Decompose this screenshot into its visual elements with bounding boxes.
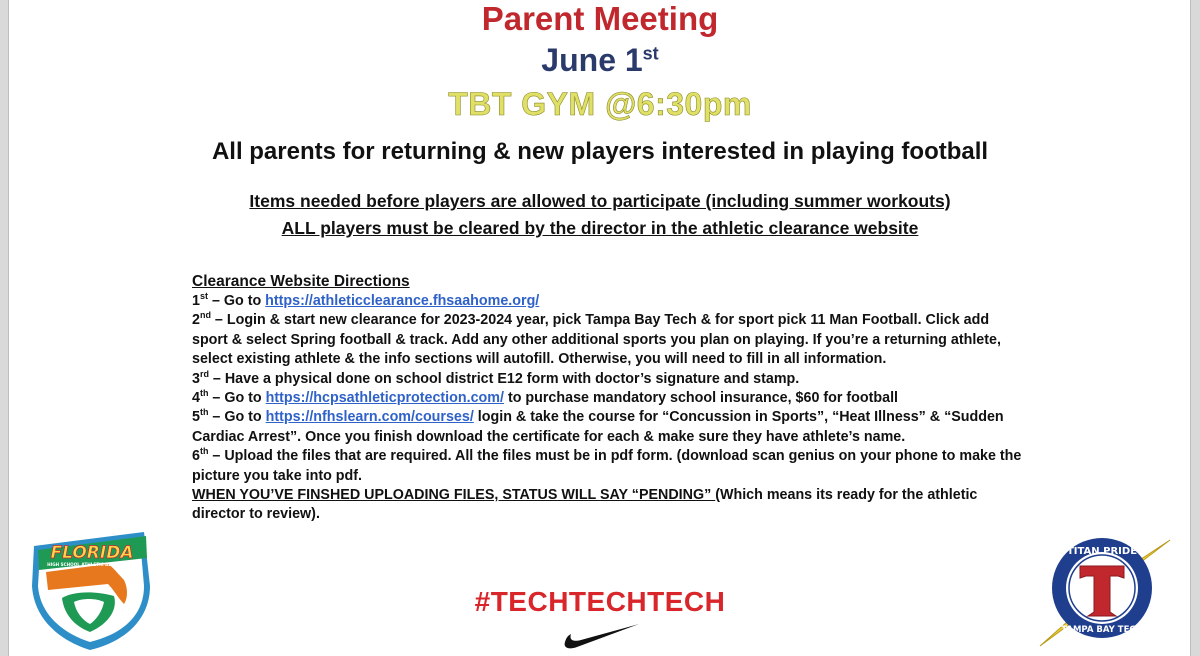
meeting-date-main: June 1 bbox=[541, 42, 643, 78]
step-5-number: 5 bbox=[192, 409, 200, 426]
step-3-suffix: rd bbox=[199, 368, 209, 379]
step-5 bbox=[192, 408, 1022, 447]
step-1-text: – Go to bbox=[207, 293, 266, 309]
step-4-after: to purchase mandatory school insurance, $60 for football bbox=[503, 390, 899, 407]
step-3-number: 3 bbox=[192, 370, 200, 387]
step-2-text: – Login & start new clearance for 2023-2024 year, pick Tampa Bay Tech & for sport pick 11 Man Football. Click add sport & select Spring football & track. Add any other additional sports you plan on playing. If you’re a returning athlete, select existing athlete & the info sections will autofill. Otherwise, you will need to fill in all information. bbox=[192, 312, 1001, 368]
step-5-after: login & take the course for “Concussion in Sports”, “Heat Illness” & “Sudden Cardiac Arrest”. Once you finish download the certificate for each & make sure they have athlete’s name. bbox=[192, 409, 1004, 445]
step-3-text: – Have a physical done on school district E12 form with doctor’s signature and stamp. bbox=[208, 370, 800, 387]
step-4-suffix: th bbox=[199, 388, 209, 399]
requirements-line-2: ALL players must be cleared by the director in the athletic clearance website bbox=[281, 218, 919, 238]
fhsaa-logo-icon bbox=[28, 528, 153, 653]
requirements-line-1: Items needed before players are allowed to participate (including summer workouts) bbox=[249, 191, 951, 211]
titan-logo-bottom-text: TAMPA BAY TECH bbox=[1061, 625, 1143, 635]
meeting-date bbox=[0, 42, 1200, 79]
athletic-clearance-link[interactable]: https://athleticclearance.fhsaahome.org/ bbox=[265, 293, 540, 309]
titan-pride-logo-icon bbox=[1020, 532, 1175, 652]
directions-heading: Clearance Website Directions bbox=[192, 273, 410, 290]
step-2-number: 2 bbox=[192, 312, 200, 329]
clearance-directions bbox=[192, 272, 1022, 525]
fhsaa-logo-word: FLORIDA bbox=[50, 543, 134, 563]
step-4-text: – Go to bbox=[208, 390, 266, 407]
step-4 bbox=[192, 389, 1022, 408]
nfhs-learn-link[interactable]: https://nfhslearn.com/courses/ bbox=[265, 409, 474, 426]
athletic-protection-link[interactable]: https://hcpsathleticprotection.com/ bbox=[265, 390, 504, 407]
step-5-text: – Go to bbox=[208, 409, 266, 426]
hashtag-banner: #TECHTECHTECH bbox=[474, 586, 726, 617]
status-note-after: (Which means its ready for the athletic director to review). bbox=[192, 487, 978, 523]
swoosh-logo-icon bbox=[561, 620, 641, 650]
step-2-suffix: nd bbox=[199, 310, 211, 321]
fhsaa-logo-subtitle: HIGH SCHOOL ATHLETIC ASSOCIATION bbox=[47, 562, 137, 567]
step-1-number: 1 bbox=[192, 293, 200, 309]
status-note bbox=[192, 486, 1022, 525]
step-6 bbox=[192, 447, 1022, 486]
step-2 bbox=[192, 311, 1022, 369]
meeting-location: TBT GYM @6:30pm bbox=[448, 86, 752, 122]
titan-logo-top-text: TITAN PRIDE bbox=[1066, 546, 1138, 557]
audience-headline: All parents for returning & new players interested in playing football bbox=[211, 138, 989, 165]
meeting-date-suffix: st bbox=[642, 43, 659, 64]
step-4-number: 4 bbox=[192, 390, 200, 407]
step-6-text: – Upload the files that are required. All the files must be in pdf form. (download scan genius on your phone to make the picture you take into pdf. bbox=[192, 448, 1022, 484]
status-note-emphasis: WHEN YOU’VE FINSHED UPLOADING FILES, STATUS WILL SAY “PENDING” bbox=[192, 487, 716, 504]
step-6-number: 6 bbox=[192, 448, 200, 465]
step-5-suffix: th bbox=[199, 407, 209, 418]
flyer-title: Parent Meeting bbox=[481, 0, 719, 37]
step-3 bbox=[192, 370, 1022, 389]
step-6-suffix: th bbox=[199, 446, 209, 457]
step-1-suffix: st bbox=[199, 291, 208, 302]
step-1 bbox=[192, 292, 1022, 311]
